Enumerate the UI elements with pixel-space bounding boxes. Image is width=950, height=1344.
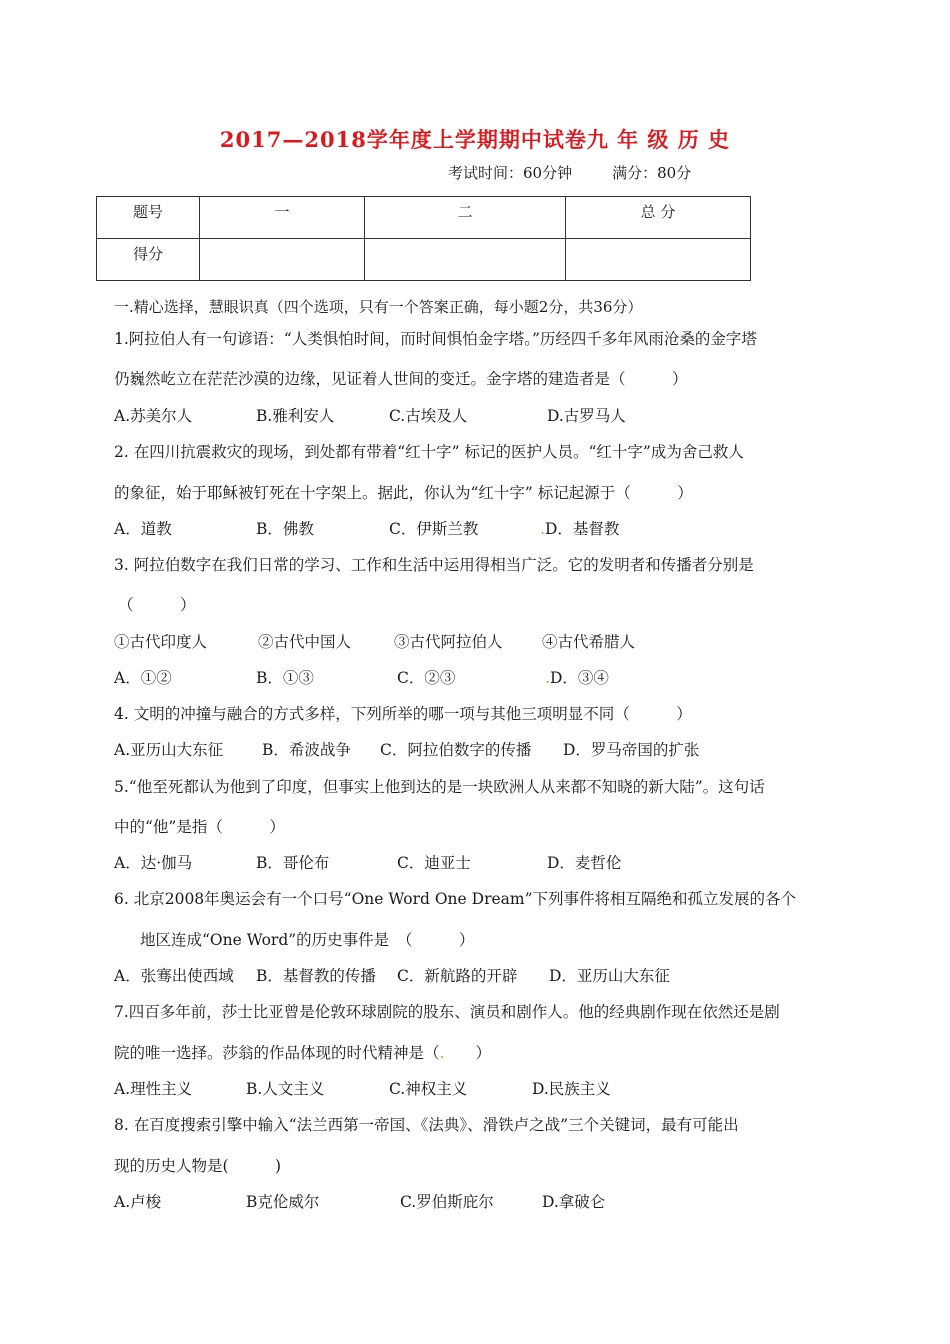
option-a[interactable]: A．①② (114, 669, 172, 687)
score-table (96, 196, 751, 281)
option-a[interactable]: A．张骞出使西域 (114, 967, 234, 985)
question-7-text-cont (114, 1046, 491, 1062)
option-b[interactable]: B．希波战争 (262, 741, 351, 759)
option-d-label: D．③④ (549, 669, 609, 687)
question-1-text-cont: 仍巍然屹立在茫茫沙漠的边缘，见证着人世间的变迁。金字塔的建造者是（ ） (114, 370, 688, 388)
option-c[interactable]: C.罗伯斯庇尔 (400, 1193, 494, 1211)
option-b[interactable]: B.雅利安人 (256, 407, 335, 425)
table-cell: 得分 (97, 239, 200, 281)
question-6-text-cont: 地区连成“One Word”的历史事件是 （ ） (140, 931, 475, 949)
statement-3: ③古代阿拉伯人 (394, 633, 503, 651)
statement-1: ①古代印度人 (114, 633, 208, 651)
full-score: 满分：80分 (612, 164, 692, 182)
table-cell: 二 (365, 197, 566, 239)
score-input-cell[interactable] (566, 239, 751, 281)
question-3-text: 3. 阿拉伯数字在我们日常的学习、工作和生活中运用得相当广泛。它的发明者和传播者分别是 (114, 556, 754, 574)
statement-4: ④古代希腊人 (542, 633, 636, 651)
option-b[interactable]: B．①③ (256, 669, 314, 687)
option-c[interactable]: C.神权主义 (389, 1080, 468, 1098)
table-cell: 总 分 (566, 197, 751, 239)
option-a[interactable]: A.亚历山大东征 (114, 741, 224, 759)
option-b[interactable]: B．佛教 (256, 520, 314, 538)
orange-dot-mark: . (540, 520, 545, 538)
question-2-text: 2. 在四川抗震救灾的现场，到处都有带着“红十字” 标记的医护人员。“红十字”成为舍己救人 (114, 443, 744, 461)
question-5-text: 5.“他至死都认为他到了印度，但事实上他到达的是一块欧洲人从来都不知晓的新大陆”。这句话 (114, 778, 765, 796)
option-b[interactable]: B.人文主义 (246, 1080, 325, 1098)
score-input-cell[interactable] (365, 239, 566, 281)
question-7-text: 7.四百多年前，莎士比亚曾是伦敦环球剧院的股东、演员和剧作人。他的经典剧作现在依然还是剧 (114, 1003, 780, 1021)
option-c[interactable]: C．伊斯兰教 (389, 520, 479, 538)
option-a[interactable]: A.苏美尔人 (114, 407, 193, 425)
option-b[interactable]: B克伦威尔 (246, 1193, 320, 1211)
question-6-text: 6. 北京2008年奥运会有一个口号“One Word One Dream”下列事件将相互隔绝和孤立发展的各个 (114, 890, 797, 908)
option-d[interactable] (545, 671, 609, 687)
table-row (97, 197, 751, 239)
option-d[interactable]: D.民族主义 (532, 1080, 611, 1098)
question-2-text-cont: 的象征，始于耶稣被钉死在十字架上。据此，你认为“红十字” 标记起源于（ ） (114, 484, 693, 502)
question-8-text: 8. 在百度搜索引擎中输入“法兰西第一帝国、《法典》、滑铁卢之战”三个关键词，最有可能出 (114, 1116, 739, 1134)
option-c[interactable]: C．②③ (397, 669, 456, 687)
question-7-bracket: ） (444, 1044, 491, 1062)
option-b[interactable]: B．哥伦布 (256, 854, 330, 872)
question-5-text-cont: 中的“他”是指（ ） (114, 818, 285, 836)
option-d[interactable]: D．亚历山大东征 (549, 967, 670, 985)
option-a[interactable]: A.理性主义 (114, 1080, 193, 1098)
option-c[interactable]: C．新航路的开辟 (397, 967, 518, 985)
orange-dot-mark: . (545, 669, 550, 687)
question-3-text-cont: （ ） (118, 596, 196, 614)
option-d-label: D．基督教 (544, 520, 620, 538)
option-a[interactable]: A．道教 (114, 520, 172, 538)
statement-2: ②古代中国人 (258, 633, 352, 651)
exam-time: 考试时间：60分钟 (448, 164, 573, 182)
question-7-stem: 院的唯一选择。莎翁的作品体现的时代精神是（ (114, 1044, 440, 1062)
option-c[interactable]: C．阿拉伯数字的传播 (380, 741, 532, 759)
table-row (97, 239, 751, 281)
score-input-cell[interactable] (200, 239, 365, 281)
option-a[interactable]: A.卢梭 (114, 1193, 162, 1211)
exam-meta (448, 162, 691, 183)
table-cell: 题号 (97, 197, 200, 239)
section-heading: 一.精心选择，慧眼识真（四个选项，只有一个答案正确，每小题2分，共36分） (114, 298, 643, 316)
exam-title: 2017—2018学年度上学期期中试卷九 年 级 历 史 (219, 127, 731, 152)
option-d[interactable]: D．罗马帝国的扩张 (563, 741, 700, 759)
option-d[interactable] (540, 522, 619, 538)
table-cell: 一 (200, 197, 365, 239)
option-d[interactable]: D．麦哲伦 (547, 854, 622, 872)
question-8-text-cont: 现的历史人物是( ) (114, 1157, 282, 1175)
option-a[interactable]: A．达·伽马 (114, 854, 193, 872)
option-d[interactable]: D.拿破仑 (542, 1193, 606, 1211)
orange-dot-mark: . (439, 1044, 445, 1062)
question-4-text: 4. 文明的冲撞与融合的方式多样，下列所举的哪一项与其他三项明显不同（ ） (114, 705, 692, 723)
option-c[interactable]: C．迪亚士 (397, 854, 471, 872)
option-b[interactable]: B．基督教的传播 (256, 967, 376, 985)
option-d[interactable]: D.古罗马人 (547, 407, 626, 425)
question-1-text: 1.阿拉伯人有一句谚语：“人类惧怕时间，而时间惧怕金字塔。”历经四千多年风雨沧桑的金字塔 (114, 330, 757, 348)
option-c[interactable]: C.古埃及人 (389, 407, 468, 425)
